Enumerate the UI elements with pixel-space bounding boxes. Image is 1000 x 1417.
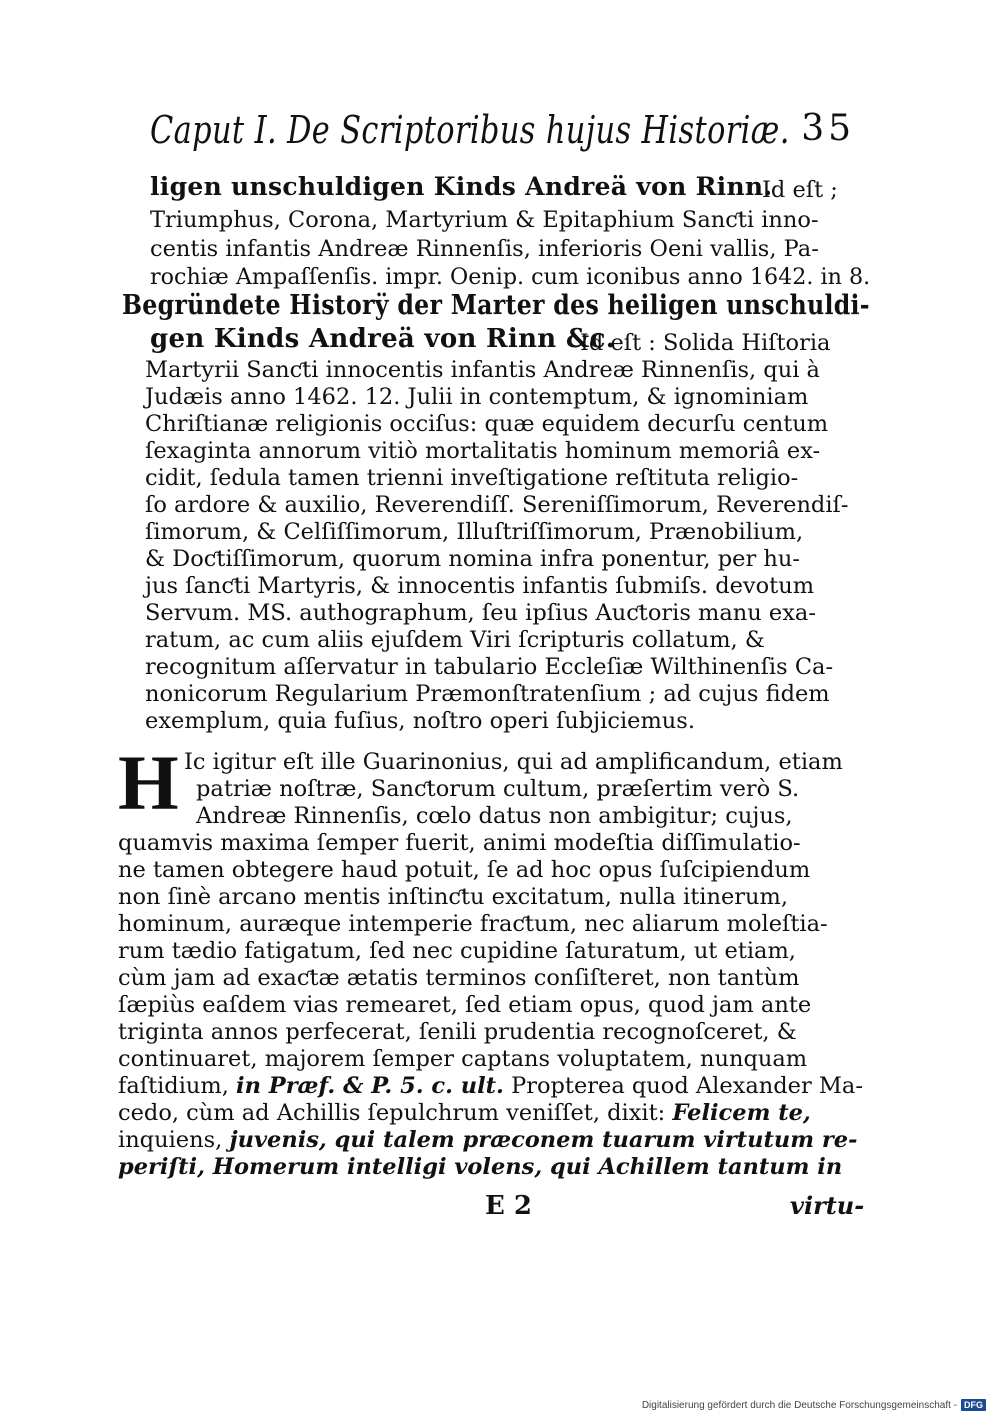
- chapter-title: Caput I. De Scriptoribus hujus Historiæ.: [150, 108, 790, 152]
- text-line: Id eſt ;: [762, 177, 838, 203]
- text-segment: Propterea quod Alexander Ma-: [511, 1073, 863, 1099]
- text-line: periſti, Homerum intelligi volens, qui Achillem tantum in: [118, 1154, 843, 1180]
- text-line: cidit, ſedula tamen trienni inveſtigatione reſtituta religio-: [145, 465, 799, 491]
- text-line: Id eſt : Solida Hiſtoria: [580, 330, 831, 356]
- text-line: nonicorum Regularium Præmonſtratenſium ; ad cujus fidem: [145, 681, 830, 707]
- signature-mark: E 2: [485, 1191, 532, 1221]
- text-line: jus ſanƈti Martyris, & innocentis infantis ſubmiſs. devotum: [145, 573, 815, 599]
- text-line: [118, 1099, 811, 1128]
- text-line: [118, 1072, 863, 1101]
- text-line: [118, 1126, 857, 1155]
- text-line: Judæis anno 1462. 12. Julii in contemptum, & ignominiam: [145, 384, 809, 410]
- page-number: 35: [801, 108, 855, 149]
- text-line: continuaret, majorem ſemper captans voluptatem, nunquam: [118, 1046, 808, 1072]
- text-line: ſo ardore & auxilio, Reverendiſſ. Sereniſſimorum, Reverendiſ-: [145, 492, 849, 518]
- running-header: [150, 108, 855, 158]
- text-line: ſexaginta annorum vitiò mortalitatis hominum memoriâ ex-: [145, 438, 821, 464]
- text-line: exemplum, quia fuſius, noſtro operi ſubjiciemus.: [145, 708, 695, 734]
- credit-text: Digitalisierung gefördert durch die Deutsche Forschungsgemeinschaft -: [641, 1399, 957, 1411]
- fraktur-title-line: Begründete Historÿ der Marter des heiligen unschuldi-: [122, 290, 870, 321]
- text-line: Servum. MS. authographum, ſeu ipſius Auƈtoris manu exa-: [145, 600, 816, 626]
- text-line: ſæpiùs eaſdem vias remearet, ſed etiam opus, quod jam ante: [118, 992, 812, 1018]
- catchword: virtu-: [790, 1191, 865, 1220]
- digitization-credit: [642, 1399, 986, 1411]
- page-footer-row: [0, 1191, 1000, 1221]
- text-segment: faſtidium,: [118, 1073, 229, 1099]
- text-line: rum tædio fatigatum, ſed nec cupidine ſaturatum, ut etiam,: [118, 938, 796, 964]
- text-line: Andreæ Rinnenſis, cœlo datus non ambigitur; cujus,: [196, 803, 793, 829]
- text-line: ſimorum, & Celſiſſimorum, Illuſtriſſimorum, Prænobilium,: [145, 519, 804, 545]
- text-line: ratum, ac cum aliis ejuſdem Viri ſcripturis collatum, &: [145, 627, 765, 653]
- text-line: recognitum aſſervatur in tabulario Eccleſiæ Wilthinenſis Ca-: [145, 654, 834, 680]
- quotation: Felicem te,: [672, 1100, 811, 1126]
- text-line: rochiæ Ampaſſenſis. impr. Oenip. cum iconibus anno 1642. in 8.: [150, 264, 871, 290]
- text-line: triginta annos perfecerat, ſenili prudentia recognoſceret, &: [118, 1019, 797, 1045]
- text-line: Triumphus, Corona, Martyrium & Epitaphium Sanƈti inno-: [150, 207, 819, 233]
- text-line: patriæ noſtræ, Sanƈtorum cultum, præſertim verò S.: [196, 776, 800, 802]
- text-segment: cedo, cùm ad Achillis ſepulchrum veniſſet, dixit:: [118, 1100, 666, 1126]
- text-line: Chriſtianæ religionis occiſus: quæ equidem decurſu centum: [145, 411, 829, 437]
- dfg-logo: DFG: [961, 1399, 986, 1411]
- text-line: ne tamen obtegere haud potuit, ſe ad hoc opus ſuſcipiendum: [118, 857, 811, 883]
- text-line: hominum, auræque intemperie fraƈtum, nec aliarum moleſtia-: [118, 911, 828, 937]
- fraktur-title-line: gen Kinds Andreä von Rinn &c.: [150, 324, 616, 354]
- text-segment: inquiens,: [118, 1127, 223, 1153]
- text-line: quamvis maxima ſemper fuerit, animi modeſtia diſſimulatio-: [118, 830, 801, 856]
- text-line: centis infantis Andreæ Rinnenſis, inferioris Oeni vallis, Pa-: [150, 236, 819, 262]
- text-line: cùm jam ad exaƈtæ ætatis terminos conſiſteret, non tantùm: [118, 965, 800, 991]
- text-line: non ſinè arcano mentis inſtinƈtu excitatum, nulla itinerum,: [118, 884, 788, 910]
- text-line: Ic igitur eſt ille Guarinonius, qui ad amplificandum, etiam: [184, 749, 843, 775]
- quotation: juvenis, qui talem præconem tuarum virtutum re-: [229, 1127, 858, 1153]
- text-line: & Doƈtiſſimorum, quorum nomina infra ponentur, per hu-: [145, 546, 800, 572]
- citation: in Præf. & P. 5. c. ult.: [236, 1073, 504, 1099]
- drop-capital: H: [118, 739, 179, 826]
- text-line: Martyrii Sanƈti innocentis infantis Andreæ Rinnenſis, qui à: [145, 357, 820, 383]
- fraktur-title-line: ligen unschuldigen Kinds Andreä von Rinn.: [150, 172, 773, 201]
